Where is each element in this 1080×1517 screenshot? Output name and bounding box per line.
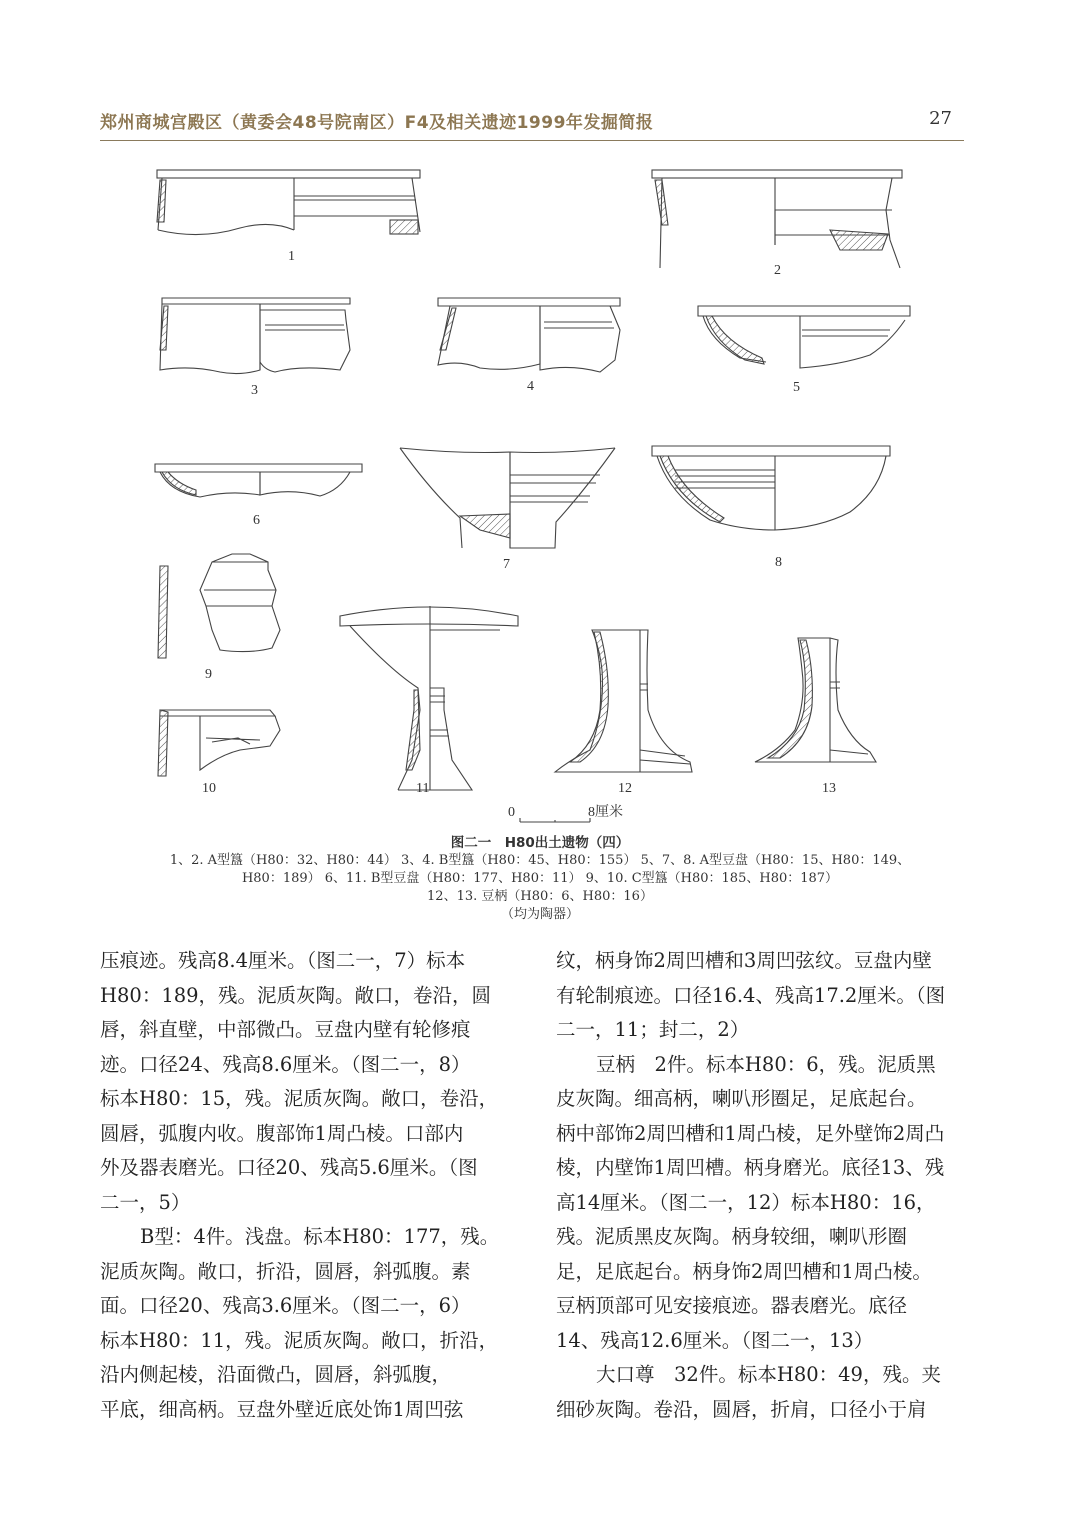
text-line: 豆柄顶部可见安接痕迹。器表磨光。底径 — [556, 1294, 908, 1317]
text-line: 平底，细高柄。豆盘外壁近底处饰1周凹弦 — [100, 1397, 464, 1421]
text-line: 纹，柄身饰2周凹槽和3周凹弦纹。豆盘内壁 — [556, 949, 932, 972]
text-line: 二一，5） — [100, 1190, 191, 1214]
pottery-drawing-11 — [340, 606, 518, 790]
left-text-column — [100, 944, 510, 1427]
figure-label-6: 6 — [253, 513, 260, 528]
text-line: 细砂灰陶。卷沿，圆唇，折肩，口径小于肩 — [556, 1397, 927, 1421]
text-line: H80：189，残。泥质灰陶。敞口，卷沿，圆 — [100, 983, 492, 1007]
pottery-drawing-9 — [158, 554, 280, 658]
pottery-drawing-12 — [555, 630, 692, 772]
text-line: 二一，11；封二，2） — [556, 1018, 750, 1041]
text-line: 圆唇，弧腹内收。腹部饰1周凸棱。口部内 — [100, 1121, 464, 1145]
text-line: 迹。口径24、残高8.6厘米。（图二一，8） — [100, 1052, 471, 1076]
text-line: B型：4件。浅盘。标本H80：177，残。 — [140, 1225, 500, 1248]
text-line: 标本H80：11，残。泥质灰陶。敞口，折沿， — [100, 1328, 499, 1352]
pottery-drawing-4 — [438, 298, 620, 372]
pottery-drawing-1 — [157, 170, 420, 235]
text-line: 残。泥质黑皮灰陶。柄身较细，喇叭形圈 — [556, 1225, 908, 1248]
text-line: 沿内侧起棱，沿面微凸，圆唇，斜弧腹， — [100, 1363, 452, 1386]
text-line: 高14厘米。（图二一，12）标本H80：16， — [556, 1190, 936, 1214]
right-text-column — [556, 944, 966, 1427]
figure-label-2: 2 — [774, 263, 781, 278]
text-line: 大口尊 32件。标本H80：49，残。夹 — [596, 1363, 941, 1386]
text-line: 14、残高12.6厘米。（图二一，13） — [556, 1328, 874, 1352]
text-line: 唇，斜直壁，中部微凸。豆盘内壁有轮修痕 — [100, 1018, 471, 1041]
figure-label-12: 12 — [618, 781, 632, 796]
scale-bar — [520, 818, 590, 822]
pottery-drawing-5 — [698, 306, 910, 368]
caption-line: 1、2. A型簋（H80：32、H80：44） 3、4. B型簋（H80：45、H80：155） 5、7、8. A型豆盘（H80：15、H80：149、 — [169, 853, 911, 868]
text-line: 有轮制痕迹。口径16.4、残高17.2厘米。（图 — [556, 983, 946, 1007]
journal-article-title: 郑州商城宫殿区（黄委会48号院南区）F4及相关遗迹1999年发掘简报 — [100, 113, 654, 133]
figure-label-13: 13 — [822, 781, 836, 796]
figure-label-1: 1 — [288, 249, 295, 264]
text-line: 皮灰陶。细高柄，喇叭形圈足，足底起台。 — [556, 1087, 927, 1110]
caption-line: 12、13. 豆柄（H80：6、H80：16） — [427, 889, 653, 904]
text-line: 豆柄 2件。标本H80：6，残。泥质黑 — [596, 1052, 936, 1076]
pottery-drawing-3 — [160, 298, 350, 374]
caption-line: H80：189） 6、11. B型豆盘（H80：177、H80：11） 9、10. C型簋（H80：185、H80：187） — [241, 871, 839, 886]
text-line: 面。口径20、残高3.6厘米。（图二一，6） — [100, 1294, 471, 1317]
figure-label-7: 7 — [503, 557, 510, 572]
figure-label-4: 4 — [527, 379, 534, 394]
caption-line: （均为陶器） — [500, 907, 579, 922]
figure-label-5: 5 — [793, 380, 800, 395]
figure-label-3: 3 — [251, 383, 258, 398]
figure-label-9: 9 — [205, 667, 212, 682]
pottery-drawing-8 — [652, 446, 890, 530]
text-line: 标本H80：15，残。泥质灰陶。敞口，卷沿， — [100, 1087, 499, 1110]
page-number: 27 — [929, 108, 952, 129]
figure-label-8: 8 — [775, 555, 782, 570]
figure-label-10: 10 — [202, 781, 216, 796]
text-line: 棱，内壁饰1周凹槽。柄身磨光。底径13、残 — [556, 1156, 945, 1179]
text-line: 柄中部饰2周凹槽和1周凸棱，足外壁饰2周凸 — [556, 1121, 945, 1145]
pottery-drawing-7 — [400, 448, 615, 548]
running-header — [100, 104, 964, 141]
text-line: 压痕迹。残高8.4厘米。（图二一，7）标本 — [100, 949, 466, 972]
text-line: 外及器表磨光。口径20、残高5.6厘米。（图 — [100, 1156, 478, 1179]
pottery-figure — [100, 150, 980, 830]
caption-title: 图二一 H80出土遗物（四） — [450, 835, 630, 851]
pottery-drawing-2 — [652, 170, 902, 268]
figure-label-11: 11 — [416, 781, 430, 796]
figure-caption — [100, 834, 980, 924]
pottery-drawing-13 — [755, 638, 876, 762]
text-line: 泥质灰陶。敞口，折沿，圆唇，斜弧腹。素 — [100, 1259, 471, 1283]
scale-end: 8厘米 — [588, 805, 623, 820]
pottery-drawing-6 — [155, 464, 362, 497]
scale-start: 0 — [508, 805, 515, 820]
pottery-drawing-10 — [158, 710, 280, 776]
text-line: 足，足底起台。柄身饰2周凹槽和1周凸棱。 — [556, 1259, 932, 1283]
